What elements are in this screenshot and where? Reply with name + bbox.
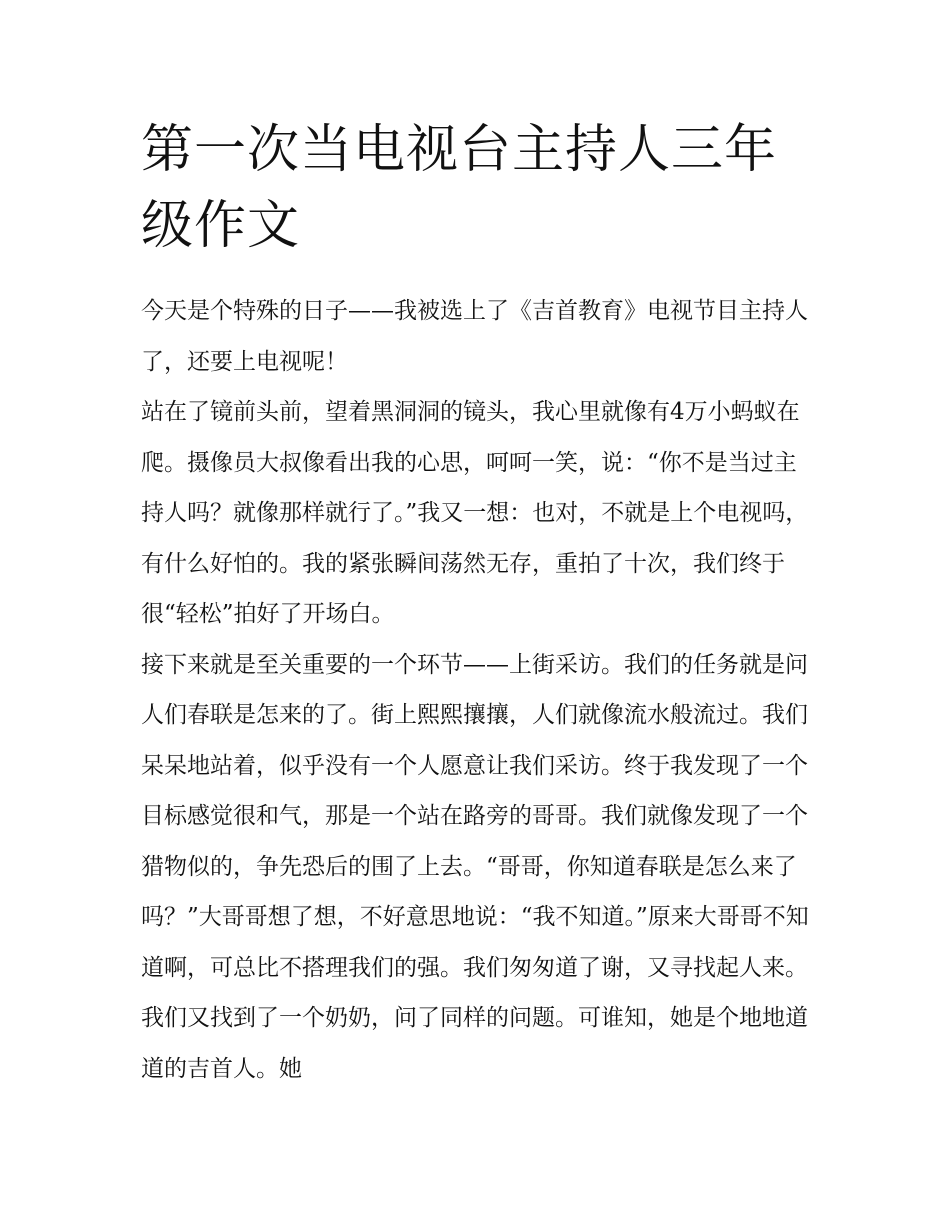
paragraph-1: 今天是个特殊的日子——我被选上了《吉首教育》电视节目主持人了，还要上电视呢！ [141, 298, 808, 375]
paragraph-2: 站在了镜前头前，望着黑洞洞的镜头，我心里就像有4万小蚂蚁在爬。摄像员大叔像看出我的心思，呵呵一笑，说：“你不是当过主持人吗？就像那样就行了。”我又一想：也对，不就是上个电视吗，有什么好怕的。我的紧张瞬间荡然无存，重拍了十次，我们终于很“轻松”拍好了开场白。 [141, 399, 809, 627]
document-body [141, 286, 813, 1094]
document-title: 第一次当电视台主持人三年级作文 [141, 120, 778, 256]
document-page [141, 112, 813, 1094]
paragraph-3: 接下来就是至关重要的一个环节——上街采访。我们的任务就是问人们春联是怎来的了。街上熙熙攘攘，人们就像流水般流过。我们呆呆地站着，似乎没有一个人愿意让我们采访。终于我发现了一个目标感觉很和气，那是一个站在路旁的哥哥。我们就像发现了一个猎物似的，争先恐后的围了上去。“哥哥，你知道春联是怎么来了吗？”大哥哥想了想，不好意思地说：“我不知道。”原来大哥哥不知道啊，可总比不搭理我们的强。我们匆匆道了谢，又寻找起人来。我们又找到了一个奶奶，问了同样的问题。可谁知，她是个地地道道的吉首人。她 [141, 651, 809, 1082]
